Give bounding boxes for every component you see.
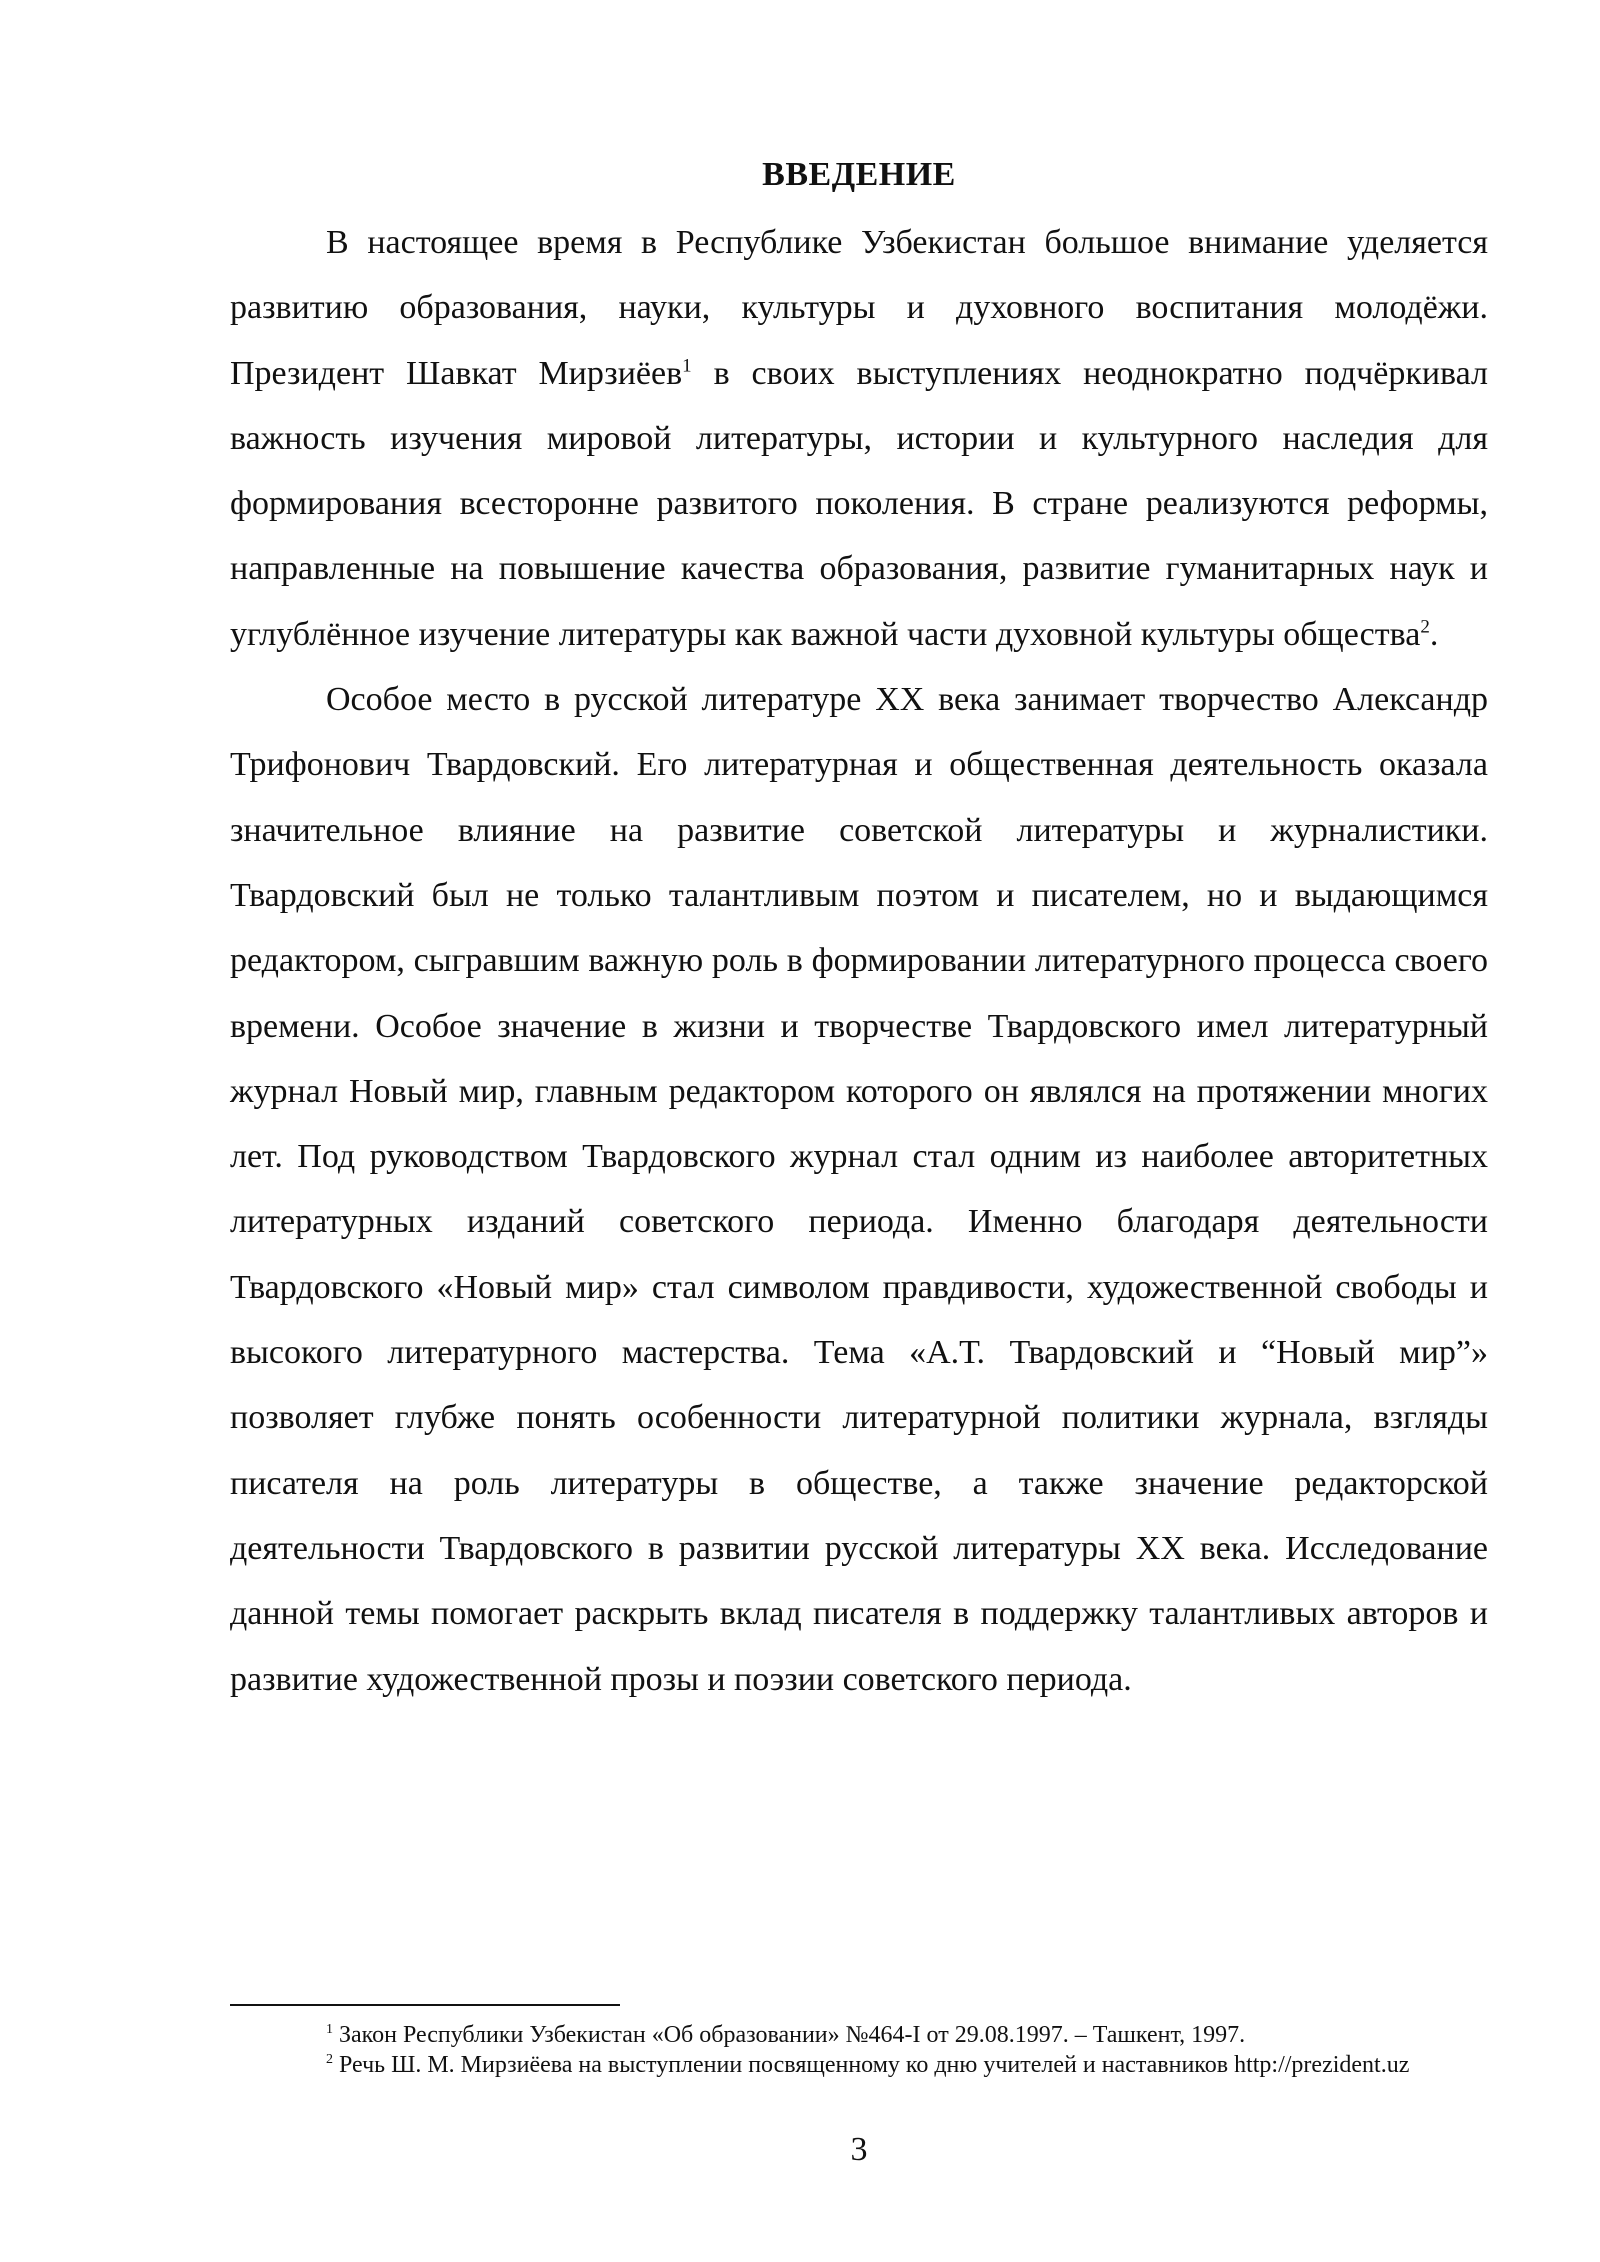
footnote-1-mark: 1	[326, 2022, 333, 2037]
footnote-separator	[230, 2004, 620, 2006]
body-text	[230, 210, 1488, 1712]
footnote-2-text: Речь Ш. М. Мирзиёева на выступлении посвященному ко дню учителей и наставников http://prezident.uz	[333, 2052, 1410, 2078]
footnote-ref-1[interactable]: 1	[682, 355, 692, 377]
paragraph-intro-part2: в своих выступлениях неоднократно подчёркивал важность изучения мировой литературы, истории и культурного наследия для формирования всесторонне развитого поколения. В стране реализуются реформы, направленные на повышение качества образования, развитие гуманитарных наук и углублённое изучение литературы как важной части духовной культуры общества	[230, 354, 1488, 653]
footnote-2-mark: 2	[326, 2052, 333, 2067]
footnote-1	[230, 2020, 1488, 2050]
paragraph-intro-part3: .	[1429, 615, 1439, 653]
page-number: 3	[850, 2131, 868, 2168]
paragraph-intro-part1: В настоящее время в Республике Узбекистан большое внимание уделяется развитию образования, науки, культуры и духовного воспитания молодёжи. Президент Шавкат Мирзиёев	[230, 224, 1488, 392]
footnote-ref-2[interactable]: 2	[1420, 616, 1430, 638]
section-title: ВВЕДЕНИЕ	[762, 156, 956, 193]
footnotes	[230, 2020, 1488, 2080]
footnote-1-text: Закон Республики Узбекистан «Об образовании» №464-I от 29.08.1997. – Ташкент, 1997.	[333, 2022, 1246, 2048]
paragraph-intro	[230, 210, 1488, 667]
footnote-2	[230, 2050, 1488, 2080]
paragraph-tvardovsky: Особое место в русской литературе XX века занимает творчество Александр Трифонович Твардовский. Его литературная и общественная деятельность оказала значительное влияние на развитие советской литературы и журналистики. Твардовский был не только талантливым поэтом и писателем, но и выдающимся редактором, сыгравшим важную роль в формировании литературного процесса своего времени. Особое значение в жизни и творчестве Твардовского имел литературный журнал Новый мир, главным редактором которого он являлся на протяжении многих лет. Под руководством Твардовского журнал стал одним из наиболее авторитетных литературных изданий советского периода. Именно благодаря деятельности Твардовского «Новый мир» стал символом правдивости, художественной свободы и высокого литературного мастерства. Тема «А.Т. Твардовский и “Новый мир”» позволяет глубже понять особенности литературной политики журнала, взгляды писателя на роль литературы в обществе, а также значение редакторской деятельности Твардовского в развитии русской литературы XX века. Исследование данной темы помогает раскрыть вклад писателя в поддержку талантливых авторов и развитие художественной прозы и поэзии советского периода.	[230, 681, 1488, 1698]
